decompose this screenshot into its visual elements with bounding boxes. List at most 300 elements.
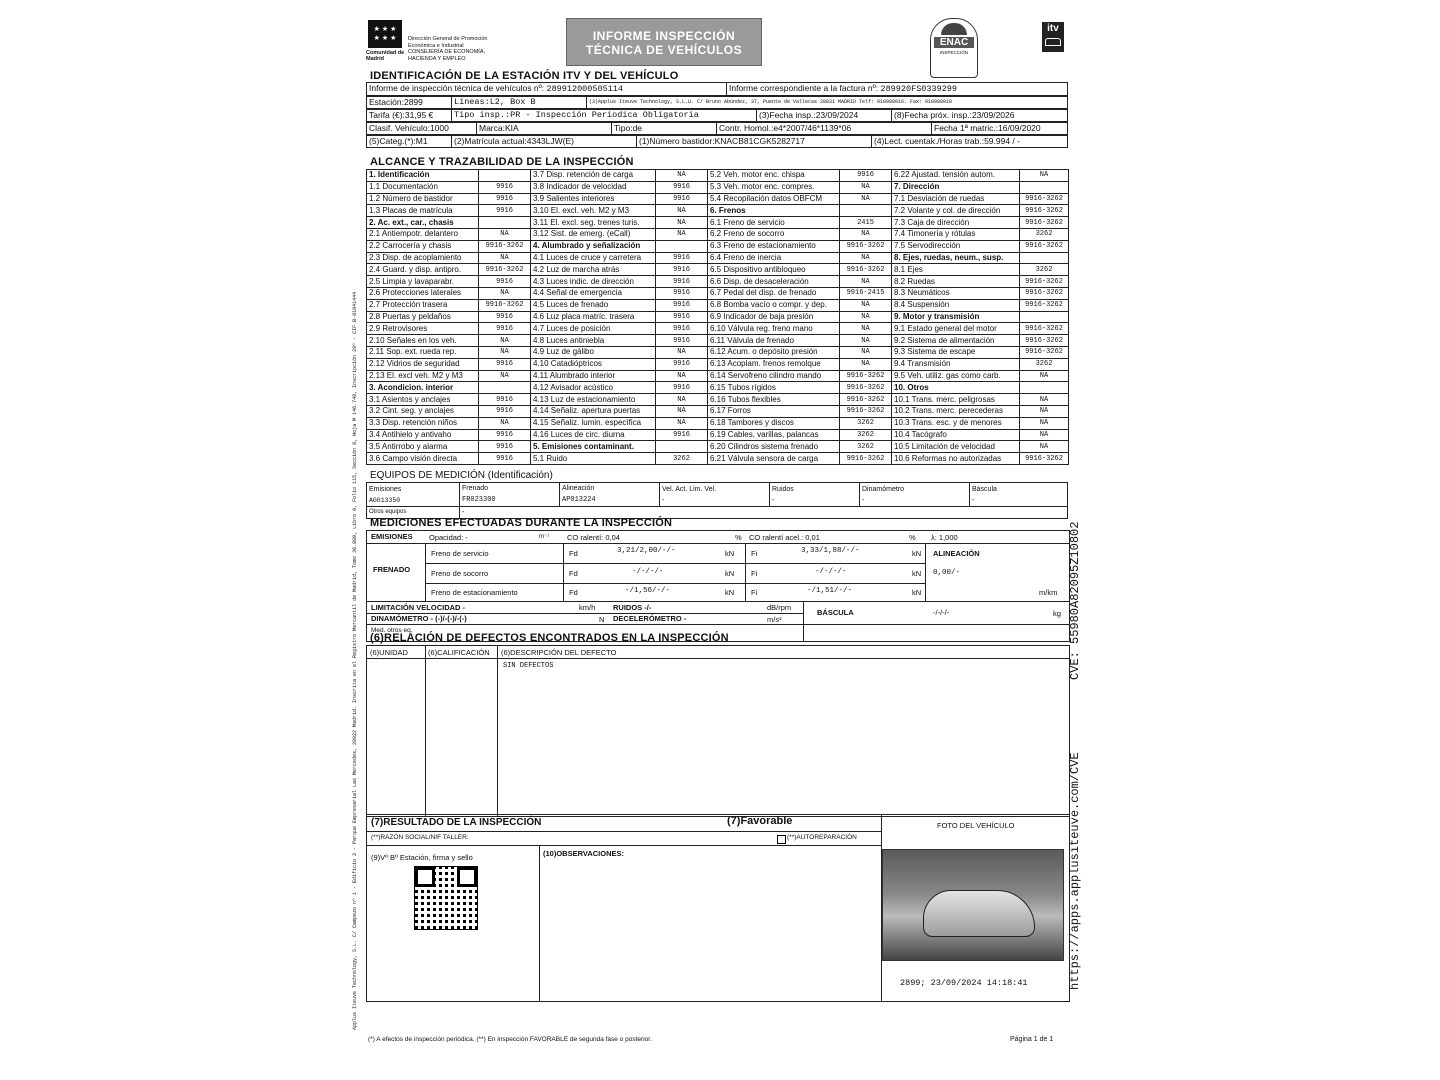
enac-sub: INSPECCIÓN bbox=[939, 50, 968, 55]
alcance-row bbox=[367, 193, 1069, 205]
alcance-item-label: 4.9 Luz de gálibo bbox=[531, 346, 656, 358]
alcance-row bbox=[367, 276, 1069, 288]
alcance-item-label: 6.9 Indicador de baja presión bbox=[708, 311, 840, 323]
cve-url: https://apps.applusiteuve.com/CVE bbox=[1068, 752, 1082, 990]
alcance-item-label: 4.6 Luz placa matríc. trasera bbox=[531, 311, 656, 323]
alcance-item-value: NA bbox=[656, 394, 708, 406]
alcance-item-label: 6.15 Tubos rígidos bbox=[708, 382, 840, 394]
alcance-item-value: NA bbox=[479, 370, 531, 382]
alcance-item-value: NA bbox=[479, 335, 531, 347]
alcance-item-label: 6.8 Bomba vacío o compr. y dep. bbox=[708, 299, 840, 311]
alcance-row bbox=[367, 417, 1069, 429]
alcance-item-value: 9916-3262 bbox=[840, 453, 892, 465]
itv-logo bbox=[1042, 22, 1064, 52]
alcance-item-value: 9916-3262 bbox=[1020, 217, 1069, 229]
ident-block bbox=[366, 82, 1068, 148]
alcance-item-value: 9916 bbox=[656, 264, 708, 276]
lim-vel: LIMITACIÓN VELOCIDAD - bbox=[371, 603, 466, 612]
alcance-row bbox=[367, 170, 1069, 182]
fi-estac-label: Fi bbox=[751, 588, 758, 597]
resultado-title: (7)RESULTADO DE LA INSPECCIÓN bbox=[371, 817, 542, 828]
car-icon bbox=[923, 890, 1035, 937]
vel-label: Vel. Act. Lim. Vel. bbox=[662, 485, 717, 493]
alcance-item-value: 9916 bbox=[656, 429, 708, 441]
frenado-value: FR023300 bbox=[462, 496, 496, 504]
alcance-item-value: NA bbox=[1020, 441, 1069, 453]
alineacion-unit: m/km bbox=[1039, 588, 1058, 597]
f-socorro: Freno de socorro bbox=[431, 569, 489, 578]
frenado-heading: FRENADO bbox=[373, 565, 411, 574]
informe-label: Informe de inspección técnica de vehículos nº: bbox=[369, 83, 545, 93]
alcance-item-value: 9916 bbox=[479, 205, 531, 217]
alcance-item-label: 2.2 Carrocería y chasis bbox=[367, 240, 479, 252]
observaciones-label: (10)OBSERVACIONES: bbox=[543, 849, 624, 858]
frenado-label: Frenado bbox=[462, 485, 489, 492]
alcance-row bbox=[367, 299, 1069, 311]
alcance-item-label: 5. Emisiones contaminant. bbox=[531, 441, 656, 453]
otros-label: Otros equipos bbox=[367, 507, 460, 519]
alcance-item-label: 3.9 Salientes interiores bbox=[531, 193, 656, 205]
alcance-item-value: 9916-3262 bbox=[1020, 205, 1069, 217]
alcance-item-value: 9916-3262 bbox=[1020, 323, 1069, 335]
alcance-item-value: 9916-3262 bbox=[479, 240, 531, 252]
alcance-row bbox=[367, 228, 1069, 240]
decel: DECELERÓMETRO - bbox=[613, 614, 687, 623]
itv-label: itv bbox=[1047, 23, 1059, 34]
bascula-value: -/-/-/- bbox=[933, 608, 950, 617]
report-title-line2: TÉCNICA DE VEHÍCULOS bbox=[585, 43, 743, 57]
alcance-item-label: 1.1 Documentación bbox=[367, 181, 479, 193]
opacidad: Opacidad: - bbox=[429, 533, 468, 542]
contr-homol: Contr. Homol.:e4*2007/46*1139*06 bbox=[717, 123, 932, 135]
alcance-item-value: NA bbox=[840, 193, 892, 205]
alcance-item-value bbox=[656, 240, 708, 252]
alcance-item-value: NA bbox=[656, 205, 708, 217]
fecha-insp: (3)Fecha insp.:23/09/2024 bbox=[757, 110, 892, 122]
alcance-item-label: 4.3 Luces indic. de dirección bbox=[531, 276, 656, 288]
alcance-item-value: NA bbox=[1020, 170, 1069, 182]
alcance-item-label: 3.4 Antihielo y antivaho bbox=[367, 429, 479, 441]
lineas: Líneas:L2, Box B bbox=[452, 97, 587, 109]
alcance-item-label: 6. Frenos bbox=[708, 205, 840, 217]
alcance-item-value: 9916 bbox=[656, 382, 708, 394]
emisiones-value: AG013350 bbox=[369, 496, 401, 504]
alcance-item-label: 5.3 Veh. motor enc. compres. bbox=[708, 181, 840, 193]
alcance-item-label: 4.14 Señaliz. apertura puertas bbox=[531, 405, 656, 417]
mediciones-block bbox=[366, 530, 1070, 642]
alcance-item-label: 10.1 Trans. merc. peligrosas bbox=[892, 394, 1020, 406]
ruidos-value: - bbox=[772, 496, 775, 504]
alcance-item-label: 8. Ejes, ruedas, neum., susp. bbox=[892, 252, 1020, 264]
emisiones-heading: EMISIONES bbox=[371, 532, 413, 541]
alcance-item-value: 9916 bbox=[656, 358, 708, 370]
alcance-item-label: 3.1 Asientos y anclajes bbox=[367, 394, 479, 406]
alcance-item-label: 6.20 Cilindros sistema frenado bbox=[708, 441, 840, 453]
alcance-row bbox=[367, 205, 1069, 217]
alcance-item-label: 6.22 Ajustad. tensión autom. bbox=[892, 170, 1020, 182]
alcance-item-label: 9.4 Transmisión bbox=[892, 358, 1020, 370]
opacidad-unit: m⁻¹ bbox=[539, 534, 550, 540]
alcance-item-value: NA bbox=[656, 405, 708, 417]
alcance-table bbox=[366, 169, 1069, 465]
footer-note: (*) A efectos de inspección periódica. (**) En inspección FAVORABLE de segunda fase o posterior. bbox=[368, 1036, 652, 1043]
alcance-item-value: NA bbox=[840, 252, 892, 264]
alcance-item-value: 9916 bbox=[656, 335, 708, 347]
alcance-row bbox=[367, 240, 1069, 252]
alcance-item-value bbox=[656, 441, 708, 453]
resultado-value: (7)Favorable bbox=[727, 815, 793, 827]
bastidor: (1)Número bastidor:KNACB81CGK5282717 bbox=[637, 136, 872, 148]
dinam-label: Dinamómetro bbox=[862, 485, 905, 493]
kn-6: kN bbox=[912, 588, 922, 597]
alcance-item-label: 10.5 Limitación de velocidad bbox=[892, 441, 1020, 453]
alcance-row bbox=[367, 429, 1069, 441]
alcance-item-value: NA bbox=[840, 358, 892, 370]
qr-code bbox=[414, 866, 478, 930]
defect-desc: SIN DEFECTOS bbox=[503, 662, 554, 670]
report-title-box bbox=[566, 18, 762, 66]
alcance-item-value: 9916-3262 bbox=[1020, 276, 1069, 288]
alcance-item-value: 9916 bbox=[656, 287, 708, 299]
alcance-item-label: 2.8 Puertas y peldaños bbox=[367, 311, 479, 323]
alcance-item-label: 6.17 Forros bbox=[708, 405, 840, 417]
mediciones-title: MEDICIONES EFECTUADAS DURANTE LA INSPECCIÓN bbox=[370, 517, 673, 529]
fecha-prox: (8)Fecha próx. insp.:23/09/2026 bbox=[892, 110, 1068, 122]
tipo: Tipo:de bbox=[612, 123, 717, 135]
alcance-item-label: 6.3 Freno de estacionamiento bbox=[708, 240, 840, 252]
alcance-item-value: 9916 bbox=[840, 170, 892, 182]
alcance-item-value: 9916-3262 bbox=[840, 394, 892, 406]
alcance-item-value: 9916 bbox=[479, 193, 531, 205]
alcance-item-label: 10.4 Tacógrafo bbox=[892, 429, 1020, 441]
alcance-item-value: 9916-3262 bbox=[479, 264, 531, 276]
enac-label: ENAC bbox=[934, 37, 974, 48]
kn-4: kN bbox=[912, 569, 922, 578]
alcance-item-label: 2.7 Protección trasera bbox=[367, 299, 479, 311]
ruidos-label: Ruidos bbox=[772, 485, 794, 493]
alcance-item-value: 9916-3262 bbox=[1020, 193, 1069, 205]
dinam-value: - bbox=[862, 496, 865, 504]
alcance-item-value bbox=[1020, 181, 1069, 193]
alcance-item-label: 6.21 Válvula sensora de carga bbox=[708, 453, 840, 465]
photo-timestamp: 2899; 23/09/2024 14:18:41 bbox=[900, 978, 1028, 988]
co-acel: CO ralentí acel.: 0,01 bbox=[749, 533, 820, 542]
alcance-item-label: 7.5 Servodirección bbox=[892, 240, 1020, 252]
alcance-item-value: 9916 bbox=[479, 405, 531, 417]
n-unit: N bbox=[599, 615, 605, 624]
alcance-item-value: 9916 bbox=[656, 323, 708, 335]
emisiones-label: Emisiones bbox=[369, 485, 402, 493]
cve-code: CVE: 55980A82095Z10802 bbox=[1068, 521, 1082, 680]
alcance-item-value: 9916 bbox=[656, 181, 708, 193]
alcance-item-label: 2.3 Disp. de acoplamiento bbox=[367, 252, 479, 264]
cuentak: (4)Lect. cuentak./Horas trab.:59.994 / - bbox=[872, 136, 1068, 148]
kmh: km/h bbox=[579, 603, 596, 612]
alcance-item-label: 6.14 Servofreno cilindro mando bbox=[708, 370, 840, 382]
alcance-item-label: 6.5 Dispositivo antibloqueo bbox=[708, 264, 840, 276]
alcance-item-label: 4.13 Luz de estacionamiento bbox=[531, 394, 656, 406]
alcance-item-label: 10. Otros bbox=[892, 382, 1020, 394]
fd-socorro-label: Fd bbox=[569, 569, 578, 578]
alcance-item-value: 9916-3262 bbox=[1020, 346, 1069, 358]
alcance-item-value: 9916 bbox=[479, 394, 531, 406]
alcance-item-value bbox=[1020, 311, 1069, 323]
alcance-item-value: 9916-2415 bbox=[840, 287, 892, 299]
alcance-item-label: 5.2 Veh. motor enc. chispa bbox=[708, 170, 840, 182]
enac-logo bbox=[930, 18, 978, 78]
tarifa: Tarifa (€):31,95 € bbox=[367, 110, 452, 122]
alcance-item-value: 9916 bbox=[479, 429, 531, 441]
dept-line4: HACIENDA Y EMPLEO bbox=[408, 55, 466, 62]
alcance-row bbox=[367, 252, 1069, 264]
alcance-item-label: 1.2 Número de bastidor bbox=[367, 193, 479, 205]
alcance-item-label: 6.2 Freno de socorro bbox=[708, 228, 840, 240]
equipos-title: EQUIPOS DE MEDICIÓN (Identificación) bbox=[370, 470, 553, 481]
alcance-item-label: 4.8 Luces antiniebla bbox=[531, 335, 656, 347]
alcance-item-value bbox=[479, 217, 531, 229]
firma-label: (9)Vº Bº Estación, firma y sello bbox=[371, 853, 473, 862]
ms2: m/s² bbox=[767, 615, 782, 624]
alcance-item-label: 2.4 Guard. y disp. antipro. bbox=[367, 264, 479, 276]
alcance-row bbox=[367, 370, 1069, 382]
otros-value: - bbox=[460, 507, 1068, 519]
marca: Marca:KIA bbox=[477, 123, 612, 135]
alcance-item-value: 9916-3262 bbox=[1020, 335, 1069, 347]
alcance-item-label: 2.5 Limpia y lavaparabr. bbox=[367, 276, 479, 288]
factura-label: Informe correspondiente a la factura nº: bbox=[729, 83, 879, 93]
fd-servicio-label: Fd bbox=[569, 549, 578, 558]
region-name: Comunidad de Madrid bbox=[366, 50, 405, 62]
alcance-row bbox=[367, 335, 1069, 347]
defectos-block bbox=[366, 645, 1070, 817]
alcance-row bbox=[367, 217, 1069, 229]
informe-value: 289912000505114 bbox=[546, 84, 623, 94]
alcance-item-value: 9916 bbox=[656, 193, 708, 205]
alcance-item-value: NA bbox=[656, 170, 708, 182]
alcance-item-value bbox=[1020, 252, 1069, 264]
kn-3: kN bbox=[725, 569, 735, 578]
alcance-item-label: 10.3 Trans. esc. y de menores bbox=[892, 417, 1020, 429]
alcance-item-value: 9916 bbox=[656, 311, 708, 323]
alcance-item-label: 6.18 Tambores y discos bbox=[708, 417, 840, 429]
alcance-item-label: 5.1 Ruido bbox=[531, 453, 656, 465]
alcance-item-value: 9916-3262 bbox=[840, 405, 892, 417]
co-acel-pct: % bbox=[909, 533, 916, 542]
col-calificacion: (6)CALIFICACIÓN bbox=[428, 648, 490, 657]
madrid-logo: ★ ★ ★ ★ ★ ★ bbox=[368, 20, 402, 48]
alcance-item-value: 9916 bbox=[479, 453, 531, 465]
side-company-text: Applus Iteuve Technology, S.L. C/ Campezo nº 1 - Edificio 3 - Parque Empresarial Las Mercedes, 28022 Madrid. Inscrita en el Registro Mercantil de Madrid, Tomo 36.808, Libro 0, Folio 115, Sección 8, Hoja M 146.749, Inscripción 29ª - CIF B-81041444 bbox=[352, 291, 358, 1030]
alcance-item-label: 7.4 Timonería y rótulas bbox=[892, 228, 1020, 240]
alcance-row bbox=[367, 453, 1069, 465]
alcance-item-value: 9916 bbox=[479, 276, 531, 288]
alcance-row bbox=[367, 382, 1069, 394]
alcance-item-value: NA bbox=[479, 346, 531, 358]
f-estac: Freno de estacionamiento bbox=[431, 588, 518, 597]
alcance-item-value: NA bbox=[840, 346, 892, 358]
alcance-item-value: NA bbox=[479, 252, 531, 264]
alcance-item-label: 7.1 Desviación de ruedas bbox=[892, 193, 1020, 205]
alcance-item-value: 9916 bbox=[479, 323, 531, 335]
alcance-item-value: 9916 bbox=[656, 252, 708, 264]
alcance-item-value: 9916-3262 bbox=[1020, 453, 1069, 465]
alcance-item-label: 6.7 Pedal del disp. de frenado bbox=[708, 287, 840, 299]
alcance-item-label: 7. Dirección bbox=[892, 181, 1020, 193]
alcance-item-value: NA bbox=[840, 323, 892, 335]
alcance-item-label: 3.5 Antirrobo y alarma bbox=[367, 441, 479, 453]
col-unidad: (6)UNIDAD bbox=[370, 648, 408, 657]
dept-line3: CONSEJERÍA DE ECONOMÍA, bbox=[408, 49, 486, 55]
alcance-item-label: 9.3 Sistema de escape bbox=[892, 346, 1020, 358]
alcance-item-value: NA bbox=[656, 217, 708, 229]
alcance-item-label: 6.16 Tubos flexibles bbox=[708, 394, 840, 406]
alcance-item-label: 3.3 Disp. retención niños bbox=[367, 417, 479, 429]
alcance-row bbox=[367, 346, 1069, 358]
alcance-item-label: 4.2 Luz de marcha atrás bbox=[531, 264, 656, 276]
alcance-row bbox=[367, 441, 1069, 453]
alcance-item-value: 9916-3262 bbox=[840, 264, 892, 276]
co-pct: % bbox=[735, 533, 742, 542]
alcance-item-value bbox=[1020, 382, 1069, 394]
alcance-item-value: NA bbox=[479, 287, 531, 299]
alcance-item-label: 6.12 Acum. o depósito presión bbox=[708, 346, 840, 358]
f-servicio: Freno de servicio bbox=[431, 549, 489, 558]
matricula: (2)Matrícula actual:4343LJW(E) bbox=[452, 136, 637, 148]
alcance-item-value: NA bbox=[1020, 394, 1069, 406]
alcance-item-value: NA bbox=[1020, 370, 1069, 382]
alcance-item-value: 9916 bbox=[656, 299, 708, 311]
alcance-item-label: 2. Ac. ext., car., chasis bbox=[367, 217, 479, 229]
alcance-item-value: 9916-3262 bbox=[479, 299, 531, 311]
categ: (5)Categ.(*):M1 bbox=[367, 136, 452, 148]
autoreparacion-checkbox[interactable] bbox=[777, 835, 786, 844]
tipo-insp: Tipo insp.:PR - Inspección Periodica Obligatoria bbox=[452, 110, 757, 122]
alcance-item-label: 9.2 Sistema de alimentación bbox=[892, 335, 1020, 347]
alcance-item-label: 10.2 Trans. merc. perecederas bbox=[892, 405, 1020, 417]
alcance-item-label: 4.11 Alumbrado interior bbox=[531, 370, 656, 382]
alcance-item-value: NA bbox=[656, 417, 708, 429]
alcance-item-label: 2.9 Retrovisores bbox=[367, 323, 479, 335]
alcance-item-value: NA bbox=[840, 335, 892, 347]
alcance-item-label: 8.1 Ejes bbox=[892, 264, 1020, 276]
med-otros: Med. otros eq. bbox=[371, 627, 413, 634]
alcance-item-value: NA bbox=[656, 370, 708, 382]
estacion: Estación:2899 bbox=[367, 97, 452, 109]
alcance-item-label: 3. Acondicion. interior bbox=[367, 382, 479, 394]
alcance-item-label: 6.6 Disp. de desaceleración bbox=[708, 276, 840, 288]
alcance-item-value: NA bbox=[1020, 405, 1069, 417]
alcance-item-label: 2.6 Protecciones laterales bbox=[367, 287, 479, 299]
alcance-item-label: 6.11 Válvula de frenado bbox=[708, 335, 840, 347]
alcance-item-label: 4. Alumbrado y señalización bbox=[531, 240, 656, 252]
alcance-item-value: 3262 bbox=[1020, 358, 1069, 370]
alcance-item-value: 3262 bbox=[656, 453, 708, 465]
alcance-item-value: 9916 bbox=[479, 181, 531, 193]
alcance-item-label: 4.4 Señal de emergencia bbox=[531, 287, 656, 299]
alcance-item-label: 9.1 Estado general del motor bbox=[892, 323, 1020, 335]
alcance-item-label: 2.10 Señales en los veh. bbox=[367, 335, 479, 347]
kn-1: kN bbox=[725, 549, 735, 558]
alcance-row bbox=[367, 287, 1069, 299]
alcance-item-label: 6.13 Acoplam. frenos remolque bbox=[708, 358, 840, 370]
inspection-report-page bbox=[362, 14, 1072, 1054]
alcance-item-value: NA bbox=[656, 346, 708, 358]
alcance-item-value: NA bbox=[840, 181, 892, 193]
alineacion-value: AP013224 bbox=[562, 496, 596, 504]
alcance-item-value: 3262 bbox=[840, 417, 892, 429]
alcance-item-value: 9916 bbox=[479, 358, 531, 370]
alcance-item-value: NA bbox=[479, 417, 531, 429]
alcance-row bbox=[367, 394, 1069, 406]
report-title-line1: INFORME INSPECCIÓN bbox=[592, 29, 736, 43]
alcance-item-value: NA bbox=[656, 228, 708, 240]
alcance-item-label: 4.7 Luces de posición bbox=[531, 323, 656, 335]
car-icon bbox=[1045, 38, 1061, 46]
alcance-item-label: 7.3 Caja de dirección bbox=[892, 217, 1020, 229]
fd-estac-label: Fd bbox=[569, 588, 578, 597]
alcance-row bbox=[367, 181, 1069, 193]
alcance-item-label: 7.2 Volante y col. de dirección bbox=[892, 205, 1020, 217]
department-block bbox=[408, 36, 487, 62]
clasif: Clasif. Vehículo:1000 bbox=[367, 123, 477, 135]
alcance-item-label: 4.1 Luces de cruce y carretera bbox=[531, 252, 656, 264]
alcance-item-label: 3.8 Indicador de velocidad bbox=[531, 181, 656, 193]
co-ralenti: CO ralentí: 0,04 bbox=[567, 533, 620, 542]
kn-5: kN bbox=[725, 588, 735, 597]
alcance-item-value bbox=[479, 382, 531, 394]
alcance-item-value bbox=[840, 205, 892, 217]
alcance-item-label: 2.11 Sop. ext. rueda rep. bbox=[367, 346, 479, 358]
alcance-item-label: 6.10 Válvula reg. freno mano bbox=[708, 323, 840, 335]
alcance-item-value: NA bbox=[479, 228, 531, 240]
alcance-item-label: 6.1 Freno de servicio bbox=[708, 217, 840, 229]
fd-servicio: 3,21/2,00/-/- bbox=[617, 547, 676, 555]
alcance-item-value bbox=[479, 170, 531, 182]
alcance-item-label: 4.12 Avisador acústico bbox=[531, 382, 656, 394]
alcance-item-value: 9916-3262 bbox=[1020, 287, 1069, 299]
alcance-item-label: 3.10 El. excl. veh. M2 y M3 bbox=[531, 205, 656, 217]
alcance-item-label: 10.6 Reformas no autorizadas bbox=[892, 453, 1020, 465]
alcance-item-label: 9. Motor y transmisión bbox=[892, 311, 1020, 323]
alcance-row bbox=[367, 311, 1069, 323]
alcance-item-value: NA bbox=[840, 228, 892, 240]
alcance-item-label: 4.10 Catadióptricos bbox=[531, 358, 656, 370]
equipos-table bbox=[366, 482, 1068, 519]
alcance-item-value: NA bbox=[840, 299, 892, 311]
alcance-item-label: 4.5 Luces de frenado bbox=[531, 299, 656, 311]
vel-value: - bbox=[662, 496, 665, 504]
alcance-item-value: 9916 bbox=[656, 276, 708, 288]
alcance-item-value: NA bbox=[1020, 417, 1069, 429]
dbrpm: dB/rpm bbox=[767, 603, 792, 612]
kg: kg bbox=[1053, 609, 1061, 618]
alcance-item-value: 3262 bbox=[840, 441, 892, 453]
fi-estac: -/1,51/-/- bbox=[807, 587, 853, 595]
fi-socorro-label: Fi bbox=[751, 569, 758, 578]
dinam: DINAMÓMETRO - (-)/-(-)/-(-) bbox=[371, 614, 467, 623]
autoreparacion-label: (**)AUTOREPARACIÓN bbox=[787, 834, 857, 841]
alcance-item-value: 9916-3262 bbox=[1020, 240, 1069, 252]
alcance-item-label: 8.3 Neumáticos bbox=[892, 287, 1020, 299]
alcance-item-label: 2.1 Antiempotr. delantero bbox=[367, 228, 479, 240]
foto-label: FOTO DEL VEHÍCULO bbox=[937, 821, 1015, 830]
fi-servicio: 3,33/1,88/-/- bbox=[801, 547, 860, 555]
alcance-item-value: NA bbox=[840, 311, 892, 323]
bascula-value: - bbox=[972, 496, 975, 504]
alcance-item-value: NA bbox=[1020, 429, 1069, 441]
alcance-item-label: 9.5 Veh. utiliz. gas como carb. bbox=[892, 370, 1020, 382]
alcance-row bbox=[367, 264, 1069, 276]
